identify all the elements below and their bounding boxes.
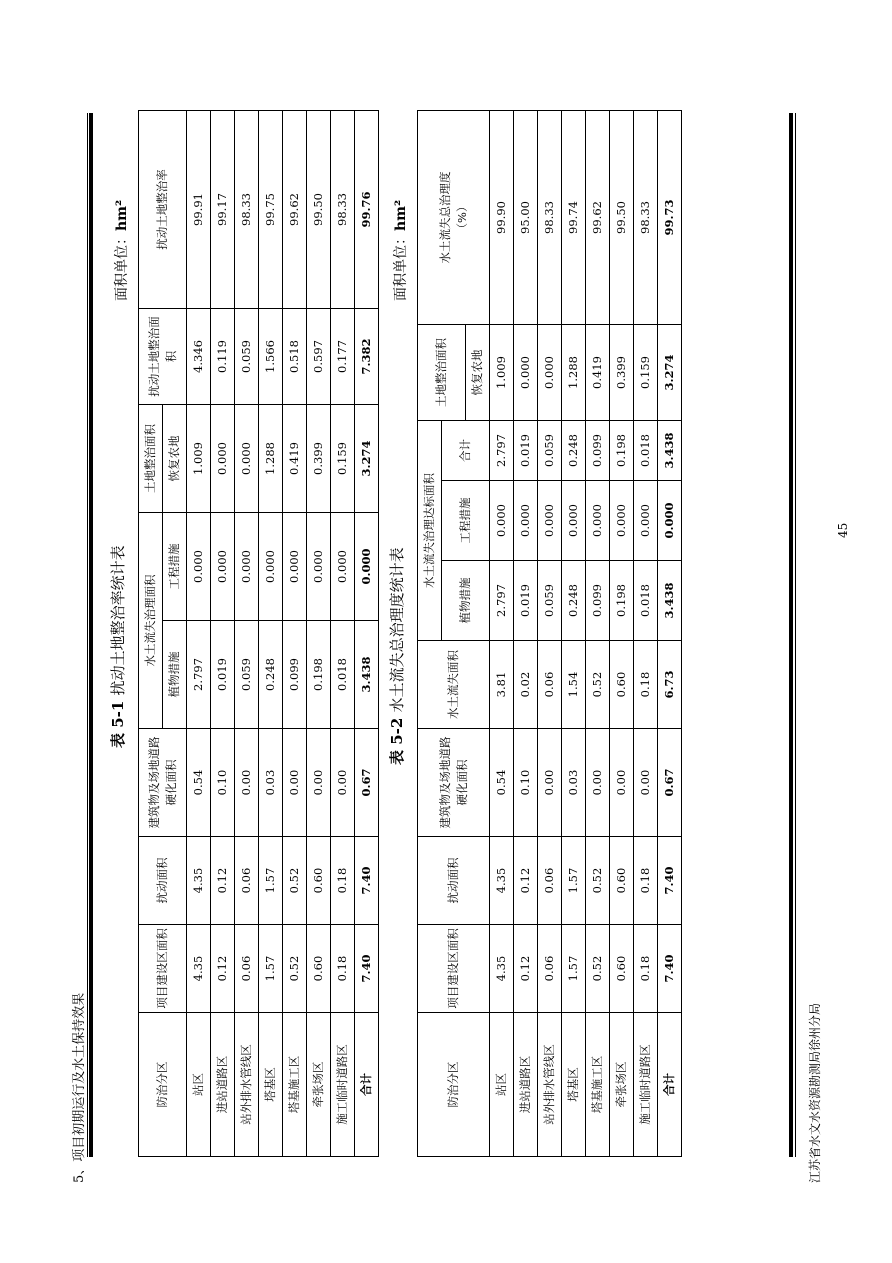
cell-loss: 6.73: [658, 641, 682, 729]
table2-label: 表 5-2: [388, 717, 406, 765]
cell-zone: 牵张场区: [307, 1013, 331, 1157]
cell-sum: 0.198: [610, 421, 634, 481]
cell-veg: 2.797: [187, 621, 211, 729]
cell-loss: 0.06: [538, 641, 562, 729]
table-row: [562, 111, 586, 1157]
cell-hard: 0.00: [610, 729, 634, 837]
cell-farm: 0.399: [610, 325, 634, 421]
table2-title: [386, 547, 407, 765]
cell-sum: 2.797: [490, 421, 514, 481]
table2-header-row-1: [418, 111, 442, 1157]
table1-h-total: 扰动土地整治面积: [139, 309, 187, 405]
table1-h-build: 项目建设区面积: [139, 925, 187, 1013]
cell-farm: 0.159: [634, 325, 658, 421]
cell-zone: 合计: [658, 1013, 682, 1157]
cell-disturb: 0.12: [211, 837, 235, 925]
table-row: [634, 111, 658, 1157]
cell-hard: 0.54: [490, 729, 514, 837]
table2-h-build: 项目建设区面积: [418, 925, 490, 1013]
table1-unit: [111, 200, 131, 301]
cell-disturb: 4.35: [187, 837, 211, 925]
table-row: [235, 111, 259, 1157]
cell-rate: 98.33: [538, 111, 562, 325]
cell-zone: 站区: [187, 1013, 211, 1157]
cell-build: 4.35: [187, 925, 211, 1013]
cell-farm: 3.274: [658, 325, 682, 421]
cell-loss: 0.02: [514, 641, 538, 729]
cell-farm: 0.419: [586, 325, 610, 421]
cell-hard: 0.00: [331, 729, 355, 837]
cell-hard: 0.54: [187, 729, 211, 837]
cell-rate: 99.50: [610, 111, 634, 325]
cell-build: 1.57: [562, 925, 586, 1013]
table1-h-farm: 恢复农地: [163, 405, 187, 513]
cell-eng: 0.000: [235, 513, 259, 621]
cell-zone: 牵张场区: [610, 1013, 634, 1157]
cell-rate: 99.91: [187, 111, 211, 309]
cell-zone: 施工临时道路区: [331, 1013, 355, 1157]
cell-rate: 99.73: [658, 111, 682, 325]
cell-sum: 0.018: [634, 421, 658, 481]
table2-h-eng: 工程措施: [442, 481, 490, 561]
cell-build: 0.60: [610, 925, 634, 1013]
cell-sum: 0.248: [562, 421, 586, 481]
cell-eng: 0.000: [610, 481, 634, 561]
cell-build: 0.18: [634, 925, 658, 1013]
cell-eng: 0.000: [562, 481, 586, 561]
cell-veg: 0.198: [610, 561, 634, 641]
header-rule-thin: [87, 113, 88, 1157]
cell-loss: 0.60: [610, 641, 634, 729]
cell-sum: 3.438: [658, 421, 682, 481]
cell-zone: 施工临时道路区: [634, 1013, 658, 1157]
cell-rate: 98.33: [235, 111, 259, 309]
cell-zone: 塔基施工区: [586, 1013, 610, 1157]
cell-disturb: 1.57: [259, 837, 283, 925]
cell-zone: 进站道路区: [514, 1013, 538, 1157]
cell-hard: 0.10: [211, 729, 235, 837]
table1-title: [107, 545, 128, 748]
cell-zone: 塔基区: [259, 1013, 283, 1157]
table1-h-erosion-group: 水土流失治理面积: [139, 513, 163, 729]
cell-farm: 0.159: [331, 405, 355, 513]
table1-title-text: 扰动土地整治率统计表: [109, 545, 127, 696]
cell-veg: 0.248: [562, 561, 586, 641]
cell-loss: 0.18: [634, 641, 658, 729]
table-row: [514, 111, 538, 1157]
cell-sum: 0.019: [514, 421, 538, 481]
cell-farm: 3.274: [355, 405, 379, 513]
cell-zone: 站外排水管线区: [235, 1013, 259, 1157]
cell-hard: 0.67: [355, 729, 379, 837]
footer-rule-thick: [789, 113, 793, 1157]
cell-hard: 0.00: [283, 729, 307, 837]
table2-h-rate: [418, 111, 490, 325]
cell-hard: 0.00: [538, 729, 562, 837]
cell-rate: 99.50: [307, 111, 331, 309]
cell-rate: 98.33: [634, 111, 658, 325]
cell-disturb: 0.12: [514, 837, 538, 925]
cell-zone: 塔基施工区: [283, 1013, 307, 1157]
cell-total: 0.518: [283, 309, 307, 405]
cell-eng: 0.000: [514, 481, 538, 561]
table1-body: [187, 111, 379, 1157]
cell-veg: 0.099: [586, 561, 610, 641]
table1-unit-label: 面积单位：: [114, 231, 130, 301]
cell-zone: 站外排水管线区: [538, 1013, 562, 1157]
table2-h-land-group: 土地整治面积: [418, 325, 466, 421]
cell-hard: 0.10: [514, 729, 538, 837]
cell-disturb: 4.35: [490, 837, 514, 925]
table2-body: [490, 111, 682, 1157]
cell-eng: 0.000: [211, 513, 235, 621]
table2-h-rate-unit: （%）: [454, 200, 469, 235]
table-row: [610, 111, 634, 1157]
cell-farm: 1.009: [490, 325, 514, 421]
cell-build: 7.40: [355, 925, 379, 1013]
table2-unit-value: hm²: [393, 199, 409, 231]
cell-disturb: 1.57: [562, 837, 586, 925]
cell-veg: 0.099: [283, 621, 307, 729]
cell-build: 0.52: [586, 925, 610, 1013]
cell-veg: 0.019: [514, 561, 538, 641]
cell-rate: 99.90: [490, 111, 514, 325]
table1-h-hard: 建筑物及场地道路硬化面积: [139, 729, 187, 837]
cell-veg: 0.018: [331, 621, 355, 729]
cell-disturb: 0.18: [331, 837, 355, 925]
cell-loss: 3.81: [490, 641, 514, 729]
table2-title-text: 水土流失总治理度统计表: [388, 547, 406, 713]
cell-build: 0.52: [283, 925, 307, 1013]
cell-disturb: 0.06: [538, 837, 562, 925]
cell-rate: 99.17: [211, 111, 235, 309]
table1-header-row-1: [139, 111, 163, 1157]
table-row: [538, 111, 562, 1157]
cell-build: 0.12: [211, 925, 235, 1013]
table2-h-farm: 恢复农地: [466, 325, 490, 421]
cell-eng: 0.000: [259, 513, 283, 621]
cell-eng: 0.000: [658, 481, 682, 561]
cell-eng: 0.000: [586, 481, 610, 561]
cell-hard: 0.00: [307, 729, 331, 837]
cell-sum: 0.099: [586, 421, 610, 481]
table1-unit-value: hm²: [114, 199, 130, 231]
cell-eng: 0.000: [283, 513, 307, 621]
table2-h-std-group: 水土流失治理达标面积: [418, 421, 442, 641]
cell-hard: 0.00: [586, 729, 610, 837]
cell-zone: 站区: [490, 1013, 514, 1157]
cell-eng: 0.000: [634, 481, 658, 561]
cell-loss: 0.52: [586, 641, 610, 729]
cell-total: 4.346: [187, 309, 211, 405]
cell-eng: 0.000: [331, 513, 355, 621]
footer-rule-thin: [795, 113, 796, 1157]
table2-h-rate-text: 水土流失总治理度: [437, 171, 452, 264]
table-row: [259, 111, 283, 1157]
table1-h-disturb: 扰动面积: [139, 837, 187, 925]
table2-unit: [390, 200, 410, 301]
cell-loss: 1.54: [562, 641, 586, 729]
cell-hard: 0.67: [658, 729, 682, 837]
cell-build: 0.12: [514, 925, 538, 1013]
cell-hard: 0.00: [634, 729, 658, 837]
cell-zone: 塔基区: [562, 1013, 586, 1157]
table-5-1: [138, 110, 379, 1157]
cell-veg: 0.198: [307, 621, 331, 729]
cell-farm: 0.000: [538, 325, 562, 421]
cell-rate: 98.33: [331, 111, 355, 309]
cell-farm: 1.009: [187, 405, 211, 513]
cell-disturb: 0.60: [610, 837, 634, 925]
cell-farm: 0.399: [307, 405, 331, 513]
cell-disturb: 0.52: [586, 837, 610, 925]
cell-zone: 进站道路区: [211, 1013, 235, 1157]
table-row: [331, 111, 355, 1157]
cell-build: 0.06: [538, 925, 562, 1013]
cell-build: 0.06: [235, 925, 259, 1013]
cell-rate: 99.74: [562, 111, 586, 325]
cell-hard: 0.00: [235, 729, 259, 837]
cell-disturb: 7.40: [355, 837, 379, 925]
total-row: [355, 111, 379, 1157]
cell-eng: 0.000: [355, 513, 379, 621]
cell-farm: 1.288: [259, 405, 283, 513]
cell-build: 4.35: [490, 925, 514, 1013]
header-rule-thick: [89, 113, 93, 1157]
cell-rate: 99.62: [586, 111, 610, 325]
cell-sum: 0.059: [538, 421, 562, 481]
cell-veg: 2.797: [490, 561, 514, 641]
table-row: [307, 111, 331, 1157]
cell-build: 1.57: [259, 925, 283, 1013]
cell-rate: 95.00: [514, 111, 538, 325]
cell-eng: 0.000: [538, 481, 562, 561]
cell-disturb: 7.40: [658, 837, 682, 925]
table1-label: 表 5-1: [109, 700, 127, 748]
cell-farm: 1.288: [562, 325, 586, 421]
cell-farm: 0.000: [235, 405, 259, 513]
cell-disturb: 0.52: [283, 837, 307, 925]
table2-h-disturb: 扰动面积: [418, 837, 490, 925]
cell-veg: 0.059: [538, 561, 562, 641]
table2-h-hard: 建筑物及场地道路硬化面积: [418, 729, 490, 837]
cell-disturb: 0.06: [235, 837, 259, 925]
page-number: 45: [836, 522, 850, 538]
cell-veg: 0.059: [235, 621, 259, 729]
table-row: [490, 111, 514, 1157]
cell-veg: 0.248: [259, 621, 283, 729]
table1-h-zone: 防治分区: [139, 1013, 187, 1157]
section-header: 5、项目初期运行及水土保持效果: [72, 992, 87, 1183]
cell-zone: 合计: [355, 1013, 379, 1157]
table2-unit-label: 面积单位：: [393, 231, 409, 301]
cell-total: 0.597: [307, 309, 331, 405]
cell-build: 0.18: [331, 925, 355, 1013]
total-row: [658, 111, 682, 1157]
cell-veg: 3.438: [355, 621, 379, 729]
cell-eng: 0.000: [187, 513, 211, 621]
table-row: [586, 111, 610, 1157]
cell-farm: 0.419: [283, 405, 307, 513]
table1-h-land-group: 土地整治面积: [139, 405, 163, 513]
cell-veg: 0.019: [211, 621, 235, 729]
table2-h-sum: 合计: [442, 421, 490, 481]
cell-eng: 0.000: [307, 513, 331, 621]
table-row: [283, 111, 307, 1157]
cell-build: 0.60: [307, 925, 331, 1013]
table2-h-zone: 防治分区: [418, 1013, 490, 1157]
cell-disturb: 0.60: [307, 837, 331, 925]
cell-farm: 0.000: [211, 405, 235, 513]
cell-veg: 0.018: [634, 561, 658, 641]
table1-h-eng: 工程措施: [163, 513, 187, 621]
cell-total: 0.177: [331, 309, 355, 405]
cell-eng: 0.000: [490, 481, 514, 561]
cell-rate: 99.76: [355, 111, 379, 309]
cell-farm: 0.000: [514, 325, 538, 421]
cell-total: 0.119: [211, 309, 235, 405]
table2-h-loss: 水土流失面积: [418, 641, 490, 729]
table1-h-rate: 扰动土地整治率: [139, 111, 187, 309]
footer-org: 江苏省水文水资源勘测局徐州分局: [808, 1002, 822, 1183]
cell-hard: 0.03: [562, 729, 586, 837]
cell-disturb: 0.18: [634, 837, 658, 925]
cell-veg: 3.438: [658, 561, 682, 641]
table-row: [187, 111, 211, 1157]
table1-h-veg: 植物措施: [163, 621, 187, 729]
table-row: [211, 111, 235, 1157]
cell-rate: 99.75: [259, 111, 283, 309]
table-5-2: [417, 110, 682, 1157]
cell-total: 7.382: [355, 309, 379, 405]
cell-rate: 99.62: [283, 111, 307, 309]
cell-total: 1.566: [259, 309, 283, 405]
table2-h-veg: 植物措施: [442, 561, 490, 641]
cell-total: 0.059: [235, 309, 259, 405]
cell-hard: 0.03: [259, 729, 283, 837]
cell-build: 7.40: [658, 925, 682, 1013]
